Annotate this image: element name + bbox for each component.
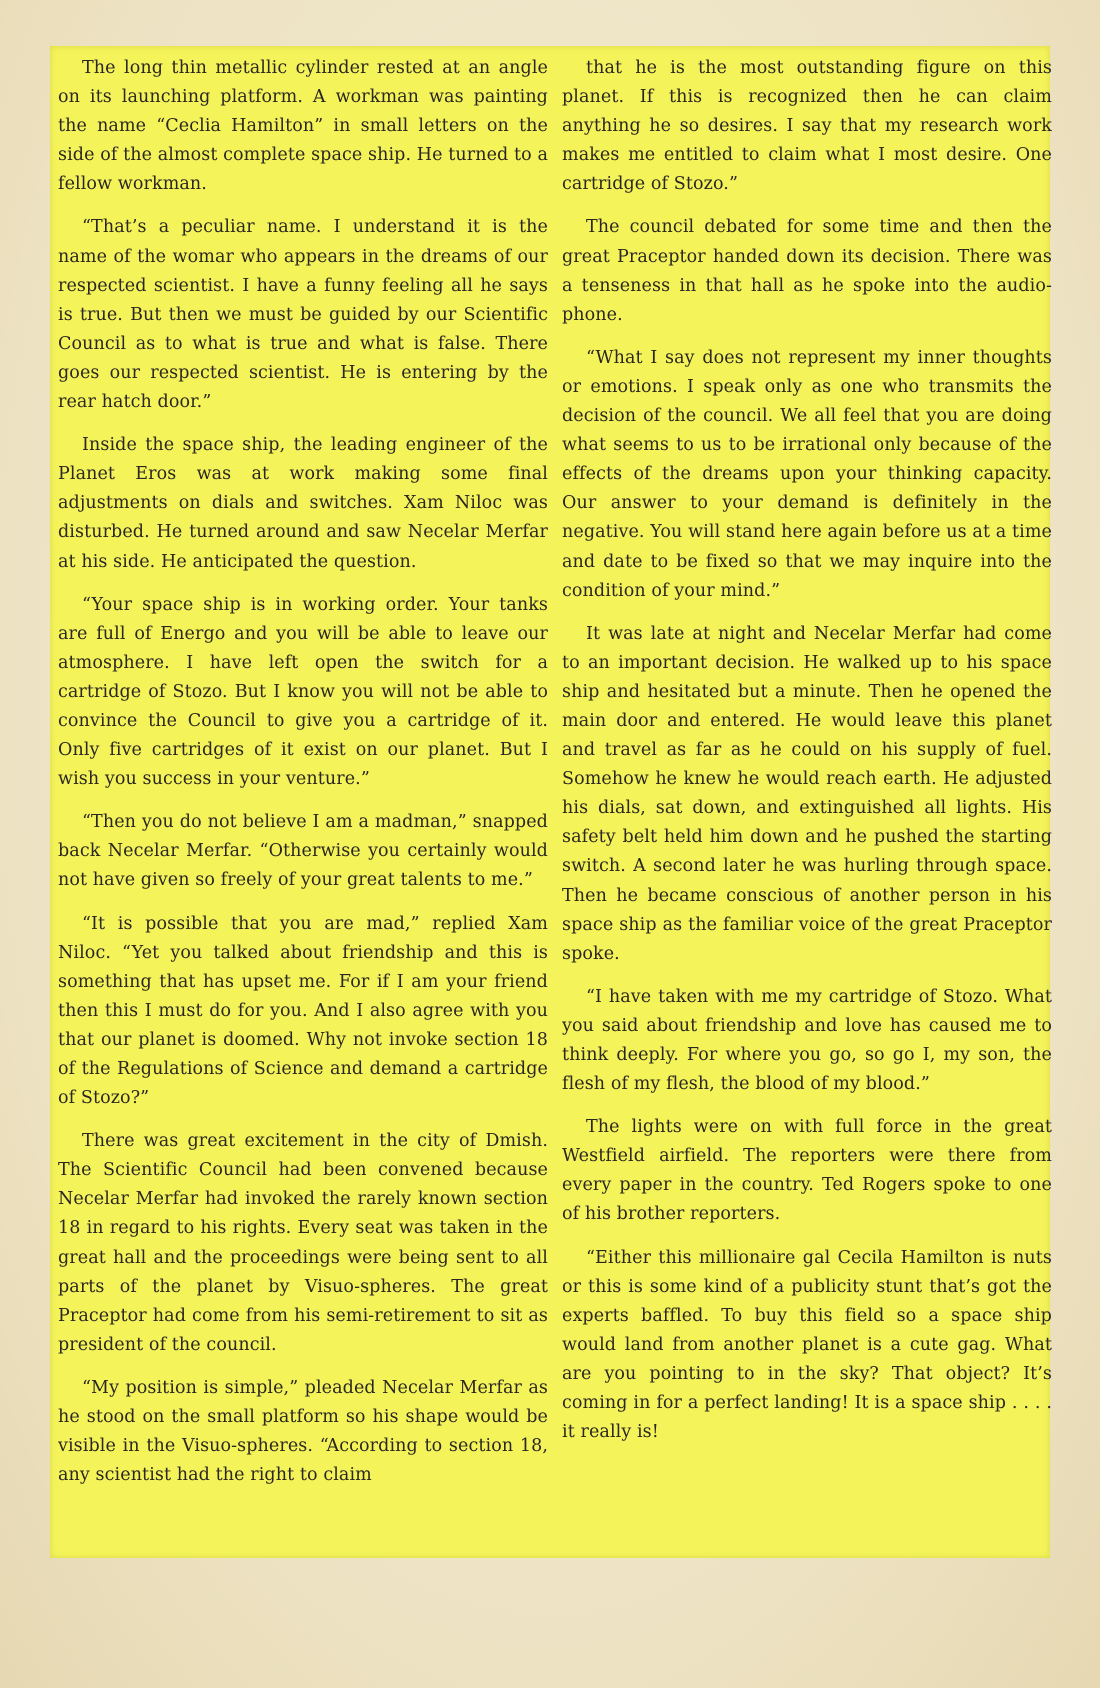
paragraph: “Your space ship is in working order. Your tanks are full of Energo and you will be able to leave our atmosphere. I have left open the switch for a cartridge of Stozo. But I know you will not be able to convince the Council to give you a cartridge of it. Only five cartridges of it exist on our planet. But I wish you success in your venture.”: [58, 594, 548, 790]
paragraph: “It is possible that you are mad,” replied Xam Niloc. “Yet you talked about friendship and this is something that has upset me. For if I am your friend then this I must do for you. And I also agree with you that our planet is doomed. Why not invoke section 18 of the Regulations of Science and demand a cartridge of Stozo?”: [58, 913, 548, 1109]
paragraph: that he is the most outstanding figure on this planet. If this is recognized then he can claim anything he so desires. I say that my research work makes me entitled to claim what I most desire. One cartridge of Stozo.”: [562, 58, 1052, 195]
left-column: [58, 54, 548, 1550]
paragraph: The lights were on with full force in the great Westfield airfield. The reporters were there from every paper in the country. Ted Rogers spoke to one of his brother reporters.: [562, 1117, 1052, 1225]
paragraph: “Then you do not believe I am a madman,” snapped back Necelar Merfar. “Otherwise you certainly would not have given so freely of your great talents to me.”: [58, 812, 548, 891]
paragraph: It was late at night and Necelar Merfar had come to an important decision. He walked up to his space ship and hesitated but a minute. Then he opened the main door and entered. He would leave this planet and travel as far as he could on his supply of fuel. Somehow he knew he would reach earth. He adjusted his dials, sat down, and extinguished all lights. His safety belt held him down and he pushed the starting switch. A second later he was hurling through space. Then he became conscious of another person in his space ship as the familiar voice of the great Praceptor spoke.: [562, 623, 1052, 964]
paragraph: There was great excitement in the city of Dmish. The Scientific Council had been convened because Necelar Merfar had invoked the rarely known section 18 in regard to his rights. Every seat was taken in the great hall and the proceedings were being sent to all parts of the planet by Visuo-spheres. The great Praceptor had come from his semi-retirement to sit as president of the council.: [58, 1131, 548, 1355]
right-column: [562, 54, 1052, 1550]
paragraph: “I have taken with me my cartridge of Stozo. What you said about friendship and love has caused me to think deeply. For where you go, so go I, my son, the flesh of my flesh, the blood of my blood.”: [562, 986, 1052, 1095]
paragraph: “What I say does not represent my inner thoughts or emotions. I speak only as one who transmits the decision of the council. We all feel that you are doing what seems to us to be irrational only because of the effects of the dreams upon your thinking capacity. Our answer to your demand is definitely in the negative. You will stand here again before us at a time and date to be fixed so that we may inquire into the condition of your mind.”: [562, 347, 1052, 601]
paragraph: “That’s a peculiar name. I understand it is the name of the womar who appears in the dreams of our respected scientist. I have a funny feeling all he says is true. But then we must be guided by our Scientific Council as to what is true and what is false. There goes our respected scientist. He is entering by the rear hatch door.”: [58, 217, 548, 413]
paragraph: “My position is simple,” pleaded Necelar Merfar as he stood on the small platform so his shape would be visible in the Visuo-spheres. “According to section 18, any scientist had the right to claim: [58, 1377, 548, 1486]
paragraph: “Either this millionaire gal Cecila Hamilton is nuts or this is some kind of a publicity stunt that’s got the experts baffled. To buy this field so a space ship would land from another planet is a cute gag. What are you pointing to in the sky? That object? It’s coming in for a perfect landing! It is a space ship . . . . it really is!: [562, 1247, 1052, 1443]
paragraph: The long thin metallic cylinder rested at an angle on its launching platform. A workman was painting the name “Ceclia Hamilton” in small letters on the side of the almost complete space ship. He turned to a fellow workman.: [58, 58, 548, 195]
paragraph: The council debated for some time and then the great Praceptor handed down its decision. There was a tenseness in that hall as he spoke into the audio-phone.: [562, 217, 1052, 325]
text-panel: [50, 46, 1050, 1558]
paragraph: Inside the space ship, the leading engineer of the Planet Eros was at work making some final adjustments on dials and switches. Xam Niloc was disturbed. He turned around and saw Necelar Merfar at his side. He anticipated the question.: [58, 435, 548, 572]
